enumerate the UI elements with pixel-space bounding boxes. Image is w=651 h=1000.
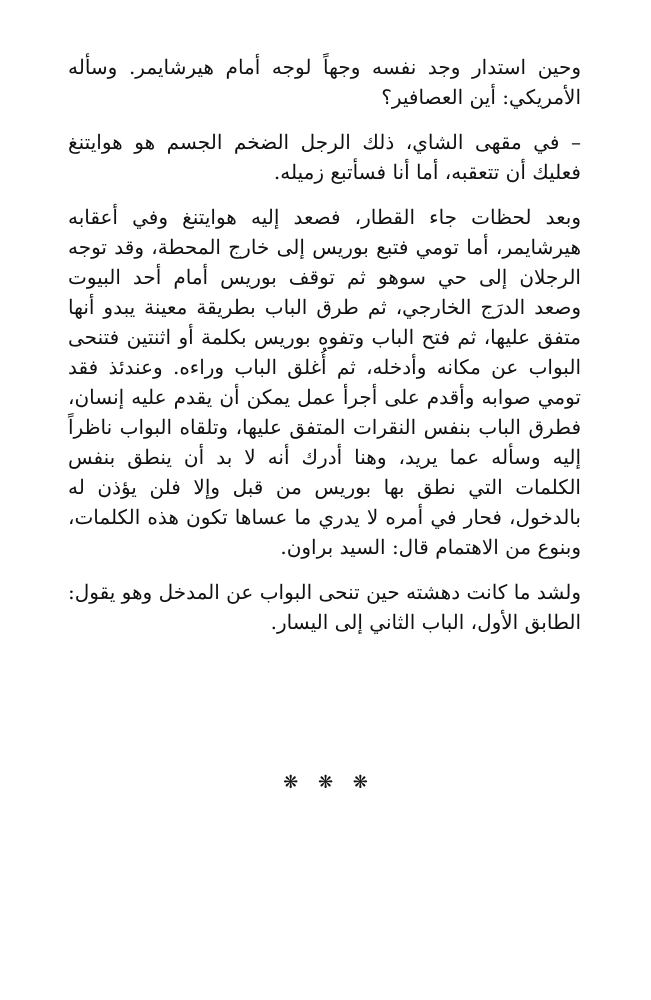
paragraph-4: ولشد ما كانت دهشته حين تنحى البواب عن المدخل وهو يقول: الطابق الأول، الباب الثاني إلى اليسار. — [68, 580, 581, 634]
body-text — [68, 52, 581, 652]
paragraph-2: – في مقهى الشاي، ذلك الرجل الضخم الجسم هو هوايتنغ فعليك أن تتعقبه، أما أنا فسأتبع زميله. — [68, 130, 581, 184]
paragraph-1: وحين استدار وجد نفسه وجهاً لوجه أمام هيرشايمر. وسأله الأمريكي: أين العصافير؟ — [68, 55, 581, 109]
paragraph-3: وبعد لحظات جاء القطار، فصعد إليه هوايتنغ وفي أعقابه هيرشايمر، أما تومي فتبع بوريس إلى خارج المحطة، وقد توجه الرجلان إلى حي سوهو ثم توقف بوريس أمام أحد البيوت وصعد الدرَج الخارجي، ثم طرق الباب بطريقة معينة يبدو أنها متفق عليها، ثم فتح الباب وتفوه بوريس بكلمة أو اثنتين فتنحى البواب عن مكانه وأدخله، ثم أُغلق الباب وراءه. وعندئذ فقد تومي صوابه وأقدم على أجرأ عمل يمكن أن يقدم عليه إنسان، فطرق الباب بنفس النقرات المتفق عليها، وتلقاه البواب ناظراً إليه وسأله عما يريد، وهنا أدرك أنه لا بد أن ينطق بنفس الكلمات التي نطق بها بوريس من قبل وإلا فلن يؤذن له بالدخول، فحار في أمره لا يدري ما عساها تكون هذه الكلمات، وبنوع من الاهتمام قال: السيد براون. — [68, 205, 581, 559]
section-break-asterisks: ❋ ❋ ❋ — [283, 772, 368, 793]
